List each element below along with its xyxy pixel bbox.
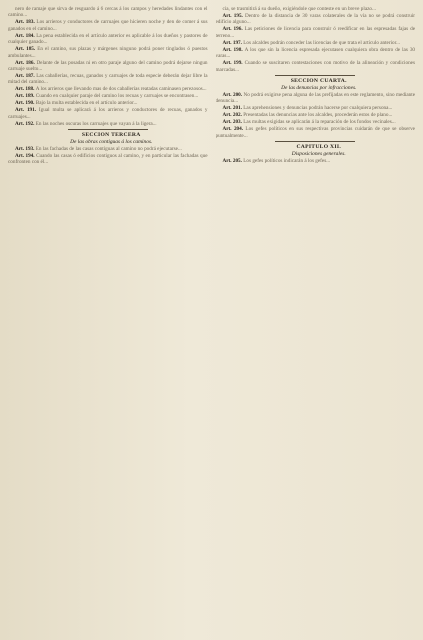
section-rule bbox=[68, 129, 148, 130]
article-text: Las caballerías, recuas, ganados y carruajes de toda especie deberán dejar libre la mitad del camino... bbox=[8, 73, 208, 86]
article-paragraph bbox=[8, 19, 208, 32]
article-paragraph bbox=[8, 33, 208, 46]
article-number: Art. 191. bbox=[15, 107, 39, 114]
article-text: Presentadas las denuncias ante los alcaldes, procederán estos de plano... bbox=[243, 112, 393, 119]
article-paragraph bbox=[216, 6, 416, 12]
article-text: En el camino, sus plazas y márgenes ninguno podrá poner tinglados ó puestos ambulantes... bbox=[8, 46, 208, 59]
article-number: Art. 184. bbox=[15, 32, 37, 39]
article-text: A los arrieros que llevando mas de dos caballerías reatadas caminasen perezosos... bbox=[35, 86, 207, 93]
article-number: Art. 186. bbox=[15, 59, 37, 66]
article-number: Art. 198. bbox=[222, 46, 245, 53]
article-number: Art. 194. bbox=[15, 153, 37, 160]
article-paragraph bbox=[216, 60, 416, 73]
left-column bbox=[8, 6, 208, 634]
article-paragraph bbox=[8, 153, 208, 166]
article-number: Art. 200. bbox=[222, 91, 244, 98]
article-text: Las aprehensiones y denuncias podrán hacerse por cualquiera persona... bbox=[243, 105, 393, 112]
article-paragraph bbox=[8, 100, 208, 106]
article-paragraph bbox=[8, 121, 208, 127]
article-paragraph bbox=[216, 112, 416, 118]
article-text: Los gefes políticos indicarán á los gefes... bbox=[243, 158, 331, 165]
article-number: Art. 195. bbox=[222, 12, 246, 19]
section-title: SECCION TERCERA bbox=[81, 132, 141, 139]
section-title: SECCION CUARTA. bbox=[290, 78, 347, 85]
article-paragraph bbox=[216, 105, 416, 111]
article-text: nero de ramaje que sirva de resguardo á 6 cercas á los campos y heredades lindantes con el camino... bbox=[8, 6, 208, 19]
chapter-title: CAPITULO XII. bbox=[296, 144, 342, 151]
article-text: En las noches oscuras los carruajes que vayan á la ligera... bbox=[35, 120, 157, 127]
article-text: Bajo la multa establecida en el artículo anterior... bbox=[35, 100, 138, 107]
article-text: Cuando se suscitaren contestaciones con motivo de la alineación y condiciones marcadas... bbox=[215, 60, 415, 73]
chapter-subtitle: Disposiciones generales. bbox=[291, 151, 346, 158]
article-text: Cuando las casas ó edificios contiguos al camino, y en particular las fachadas que confronten con él... bbox=[8, 153, 208, 166]
article-paragraph bbox=[8, 6, 208, 19]
article-text: Cuando en cualquier paraje del camino los recuas y carruajes se encontrasen... bbox=[35, 93, 199, 100]
section-subtitle: De las denuncias por infracciones. bbox=[281, 84, 357, 91]
article-text: En las fachadas de las casas contiguas al camino no podrá ejecutarse... bbox=[35, 146, 182, 153]
article-text: La pena establecida en el artículo anterior es aplicable á los dueños y pastores de cualquier ganado... bbox=[8, 32, 208, 46]
article-paragraph bbox=[8, 86, 208, 92]
article-paragraph bbox=[216, 40, 416, 46]
article-text: cia, se trasmitirá á su dueño, exigiéndole que conteste en un breve plazo... bbox=[222, 6, 376, 12]
section-subtitle: De las obras contiguas á los caminos. bbox=[70, 139, 153, 146]
article-text: Las peticiones de licencia para construir ó reedificar en las espresadas fajas de terreno... bbox=[215, 26, 415, 39]
article-number: Art. 193. bbox=[15, 146, 36, 153]
article-number: Art. 185. bbox=[15, 46, 38, 53]
article-paragraph bbox=[216, 92, 416, 105]
article-text: Igual multa se aplicará á los arrieros y conductores de recuas, ganados y carruajes... bbox=[8, 107, 208, 120]
section-rule bbox=[275, 141, 355, 142]
article-text: A los que sin la licencia espresada ejecutasen cualquiera obra dentro de las 30 varas... bbox=[215, 46, 415, 60]
article-paragraph bbox=[8, 107, 208, 120]
article-paragraph bbox=[216, 119, 416, 125]
article-paragraph bbox=[216, 47, 416, 60]
article-paragraph bbox=[216, 126, 416, 139]
right-column bbox=[216, 6, 416, 634]
article-paragraph bbox=[8, 146, 208, 152]
article-paragraph bbox=[216, 158, 416, 164]
article-paragraph bbox=[216, 26, 416, 39]
article-number: Art. 203. bbox=[222, 119, 244, 126]
article-number: Art. 189. bbox=[15, 93, 36, 100]
article-number: Art. 183. bbox=[15, 19, 37, 26]
article-text: Los alcaldes podrán conceder las licencias de que trata el artículo anterior... bbox=[243, 39, 400, 46]
article-paragraph bbox=[8, 93, 208, 99]
article-number: Art. 199. bbox=[222, 60, 245, 67]
article-paragraph bbox=[216, 13, 416, 26]
article-text: Los arrieros y conductores de carruajes que hicieren noche y den de comer á sus ganados en el camino... bbox=[8, 19, 208, 32]
article-paragraph bbox=[8, 46, 208, 59]
article-text: No podrá exigirse pena alguna de las prefijadas en este reglamento, sino mediante denuncia... bbox=[215, 91, 415, 105]
article-number: Art. 188. bbox=[15, 86, 36, 93]
article-paragraph bbox=[8, 73, 208, 86]
article-text: Los gefes políticos en sus respectivas provincias cuidarán de que se observe puntualmente... bbox=[215, 126, 415, 139]
article-number: Art. 192. bbox=[15, 120, 36, 127]
article-number: Art. 201. bbox=[222, 105, 244, 112]
article-number: Art. 205. bbox=[222, 158, 244, 165]
article-number: Art. 196. bbox=[222, 26, 245, 33]
article-paragraph bbox=[8, 60, 208, 73]
article-number: Art. 202. bbox=[222, 112, 244, 119]
section-rule bbox=[275, 75, 355, 76]
article-number: Art. 204. bbox=[222, 126, 246, 133]
article-number: Art. 190. bbox=[15, 100, 36, 107]
article-number: Art. 197. bbox=[222, 39, 244, 46]
article-text: Las multas exigidas se aplicarán á la reparación de los fondos vecinales... bbox=[243, 119, 396, 126]
article-number: Art. 187. bbox=[15, 73, 37, 80]
article-text: Delante de las posadas ni en otro paraje alguno del camino podrá dejarse ningun carruaje suelto... bbox=[8, 59, 208, 73]
article-text: Dentro de la distancia de 30 varas colaterales de la vía no se podrá construir edificio alguno... bbox=[215, 12, 415, 26]
